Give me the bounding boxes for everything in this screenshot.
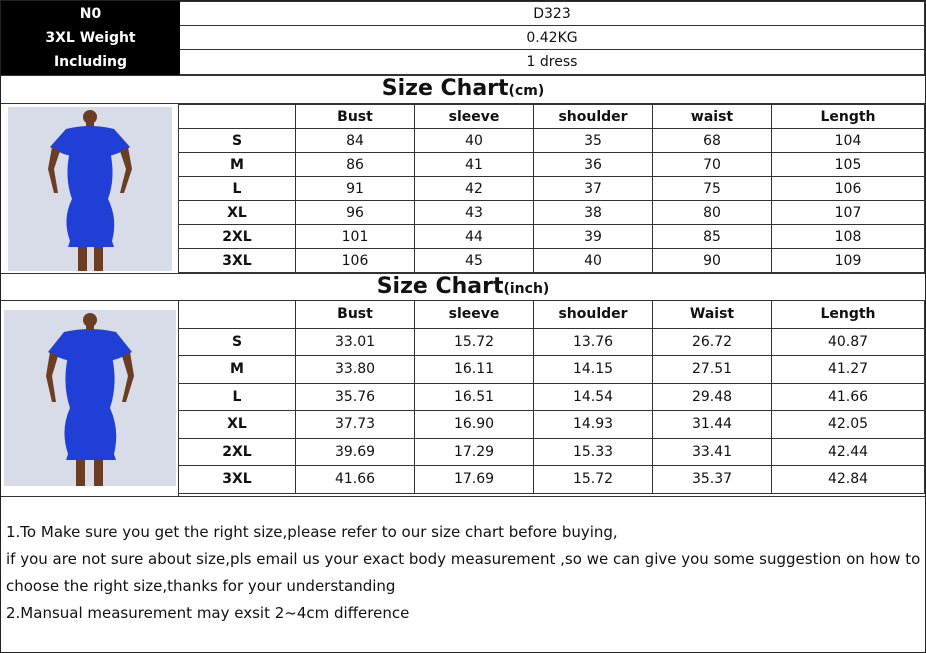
table-cell: 13.76 [534,328,653,356]
table-row [179,328,925,356]
chart-unit: (cm) [508,83,545,99]
table-cell: 40.87 [772,328,925,356]
size-label: L [179,383,296,411]
column-header: waist [653,105,772,129]
table-row [179,225,925,249]
table-cell: 75 [653,177,772,201]
table-cell: 39 [534,225,653,249]
column-header: sleeve [415,105,534,129]
table-cell: 45 [415,249,534,273]
info-value: D323 [180,2,925,26]
table-cell: 42.84 [772,466,925,494]
table-cell: 85 [653,225,772,249]
table-cell: 14.54 [534,383,653,411]
column-header: Bust [296,301,415,329]
table-cell: 44 [415,225,534,249]
table-cell: 29.48 [653,383,772,411]
divider [1,496,925,497]
table-cell: 68 [653,129,772,153]
table-cell: 37.73 [296,411,415,439]
table-cell: 41.66 [772,383,925,411]
info-label: N0 [2,2,180,26]
chart-title-text: Size Chart [381,76,509,101]
table-cell: 14.93 [534,411,653,439]
table-cell: 33.01 [296,328,415,356]
info-row [2,26,925,50]
size-label: M [179,153,296,177]
column-header: Length [772,105,925,129]
table-row [179,153,925,177]
table-row [179,201,925,225]
table-cell: 40 [415,129,534,153]
table-row [179,356,925,384]
size-label: XL [179,411,296,439]
info-label: 3XL Weight [2,26,180,50]
table-cell: 40 [534,249,653,273]
size-label: 2XL [179,438,296,466]
size-chart-inch-title [1,273,925,303]
table-cell: 37 [534,177,653,201]
table-cell: 96 [296,201,415,225]
table-cell: 27.51 [653,356,772,384]
table-cell: 104 [772,129,925,153]
table-cell: 16.11 [415,356,534,384]
product-photo [1,104,179,274]
chart-unit: (inch) [503,281,550,297]
column-header: Waist [653,301,772,329]
note-line: 2.Mansual measurement may exsit 2~4cm difference [6,604,410,622]
size-header-cell [179,105,296,129]
table-cell: 35.37 [653,466,772,494]
table-cell: 15.33 [534,438,653,466]
size-label: S [179,129,296,153]
table-cell: 41.27 [772,356,925,384]
table-cell: 106 [296,249,415,273]
table-cell: 90 [653,249,772,273]
table-cell: 35.76 [296,383,415,411]
info-value: 1 dress [180,50,925,75]
info-label: Including [2,50,180,75]
table-header-row [179,301,925,329]
table-cell: 39.69 [296,438,415,466]
table-cell: 36 [534,153,653,177]
chart-title-text: Size Chart [376,274,504,299]
table-cell: 31.44 [653,411,772,439]
table-cell: 42 [415,177,534,201]
table-row [179,129,925,153]
info-row [2,2,925,26]
sizing-notes [6,519,921,627]
size-table-cm [178,104,925,273]
size-label: 3XL [179,249,296,273]
table-cell: 41.66 [296,466,415,494]
note-line: if you are not sure about size,pls email us your exact body measurement ,so we can give you some suggestion on how to [6,550,921,568]
table-cell: 108 [772,225,925,249]
dress-model-image [8,107,172,271]
table-cell: 107 [772,201,925,225]
info-value: 0.42KG [180,26,925,50]
table-cell: 86 [296,153,415,177]
size-label: XL [179,201,296,225]
product-info-table [1,1,925,75]
table-row [179,177,925,201]
size-chart-cm-title [1,75,925,105]
table-cell: 109 [772,249,925,273]
size-header-cell [179,301,296,329]
table-cell: 33.80 [296,356,415,384]
table-row [179,249,925,273]
column-header: Bust [296,105,415,129]
size-label: M [179,356,296,384]
column-header: sleeve [415,301,534,329]
size-table-inch [178,300,925,494]
column-header: shoulder [534,105,653,129]
table-row [179,383,925,411]
table-cell: 16.51 [415,383,534,411]
table-cell: 17.29 [415,438,534,466]
table-cell: 80 [653,201,772,225]
table-cell: 91 [296,177,415,201]
table-cell: 84 [296,129,415,153]
table-cell: 43 [415,201,534,225]
table-cell: 17.69 [415,466,534,494]
product-photo [1,300,179,496]
table-cell: 15.72 [534,466,653,494]
table-row [179,411,925,439]
size-label: 2XL [179,225,296,249]
dress-model-image [4,310,176,486]
size-label: L [179,177,296,201]
table-cell: 26.72 [653,328,772,356]
table-cell: 14.15 [534,356,653,384]
table-cell: 41 [415,153,534,177]
table-cell: 105 [772,153,925,177]
note-line: choose the right size,thanks for your understanding [6,577,396,595]
table-cell: 16.90 [415,411,534,439]
table-cell: 42.44 [772,438,925,466]
table-row [179,438,925,466]
note-line: 1.To Make sure you get the right size,please refer to our size chart before buying, [6,523,618,541]
table-cell: 42.05 [772,411,925,439]
size-label: 3XL [179,466,296,494]
column-header: shoulder [534,301,653,329]
table-cell: 33.41 [653,438,772,466]
table-cell: 35 [534,129,653,153]
table-cell: 101 [296,225,415,249]
table-cell: 38 [534,201,653,225]
table-cell: 15.72 [415,328,534,356]
size-label: S [179,328,296,356]
table-cell: 106 [772,177,925,201]
info-row [2,50,925,75]
table-row [179,466,925,494]
table-header-row [179,105,925,129]
table-cell: 70 [653,153,772,177]
column-header: Length [772,301,925,329]
